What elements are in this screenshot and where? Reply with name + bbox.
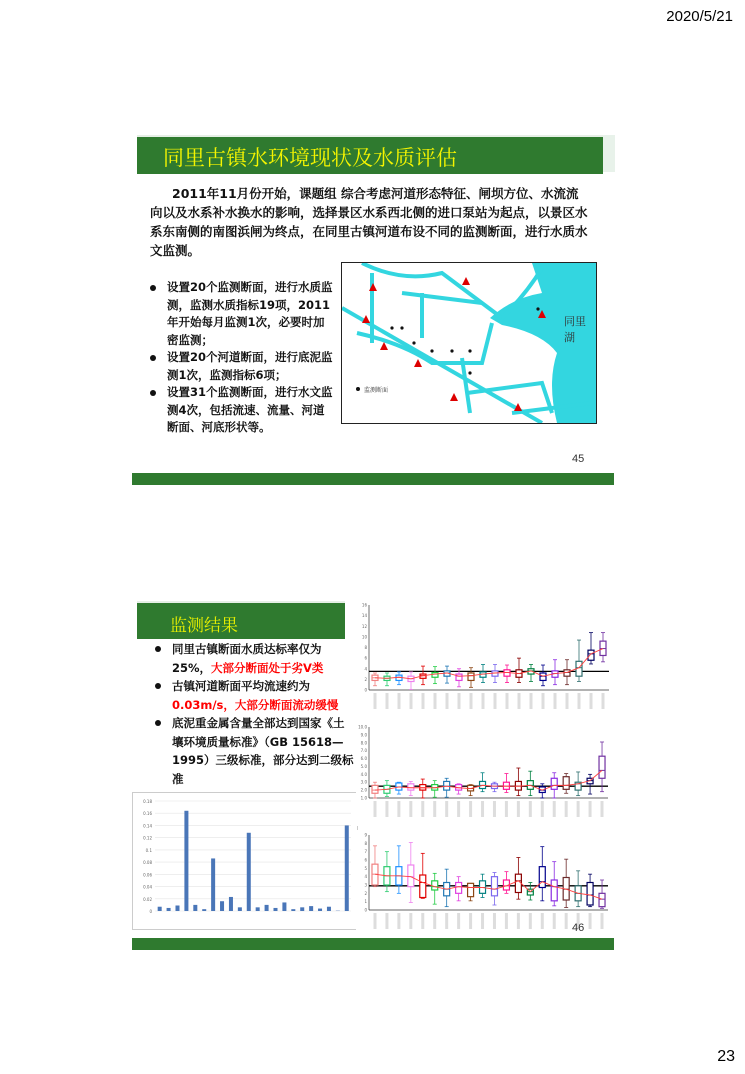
box xyxy=(599,893,605,906)
y-tick-label: 0 xyxy=(364,687,367,693)
bar xyxy=(291,909,295,911)
y-tick-label: 1 xyxy=(364,899,367,905)
y-tick-label: 0.1 xyxy=(145,847,152,853)
y-tick-label: 0 xyxy=(364,907,367,913)
station-label xyxy=(553,913,556,929)
station-label xyxy=(577,801,580,817)
y-tick-label: 8 xyxy=(364,645,367,650)
station-label xyxy=(422,693,425,709)
slide2-number: 46 xyxy=(572,922,585,934)
y-tick-label: 0 xyxy=(149,909,152,914)
bar xyxy=(211,858,215,911)
station-label xyxy=(386,693,389,709)
y-tick-label: 5 xyxy=(364,865,367,871)
y-tick-label: 9.0 xyxy=(360,732,367,738)
bullet-item: 底泥重金属含量全部达到国家《土壤环境质量标准》（GB 15618—1995）三级标准，部分达到二级标准 xyxy=(155,714,355,788)
y-tick-label: 8.0 xyxy=(360,740,367,746)
slide1-title: 同里古镇水环境现状及水质评估 xyxy=(163,146,457,170)
y-tick-label: 3 xyxy=(364,882,367,888)
y-tick-label: 9 xyxy=(364,832,367,838)
bar xyxy=(247,833,251,911)
station-label xyxy=(494,693,497,709)
slide1-logo-image xyxy=(603,135,615,172)
station-label xyxy=(517,913,520,929)
station-label xyxy=(530,693,533,709)
station-label xyxy=(493,801,496,817)
slide2-title: 监测结果 xyxy=(170,616,238,636)
lake-label: 同里湖 xyxy=(564,316,586,344)
station-label xyxy=(602,693,605,709)
y-tick-label: 2 xyxy=(364,676,367,682)
monitoring-map xyxy=(341,262,597,424)
station-label xyxy=(398,693,401,709)
legend-dot xyxy=(356,387,360,391)
station-label xyxy=(446,693,449,709)
station-label xyxy=(565,913,568,929)
bar xyxy=(273,908,277,911)
y-tick-label: 10 xyxy=(361,634,367,640)
station-label xyxy=(385,913,388,929)
bullet-item: 设置20个河道断面，进行底泥监测1次，监测指标6项； xyxy=(150,349,335,384)
bar xyxy=(158,907,162,911)
box xyxy=(372,785,378,793)
station-label xyxy=(481,801,484,817)
box xyxy=(432,672,438,677)
bullet-item: 设置31个监测断面，进行水文监测4次，包括流速、流量、河道断面、河底形状等。 xyxy=(150,384,335,437)
station-label xyxy=(410,693,413,709)
station-label xyxy=(517,801,520,817)
bar xyxy=(327,907,331,911)
slide1-footer-bar xyxy=(132,473,614,485)
y-tick-label: 6 xyxy=(364,655,367,661)
box xyxy=(540,673,546,680)
box xyxy=(432,881,438,890)
station-label xyxy=(385,801,388,817)
station-label xyxy=(578,693,581,709)
y-tick-label: 6.0 xyxy=(360,756,367,762)
y-tick-label: 0.08 xyxy=(143,860,152,866)
station-label xyxy=(481,913,484,929)
bar xyxy=(282,902,286,911)
map-legend: 监测断面 xyxy=(364,387,389,394)
bar xyxy=(220,901,224,911)
station-label xyxy=(542,693,545,709)
y-tick-label: 0.04 xyxy=(143,884,152,890)
station-label xyxy=(505,913,508,929)
station-label xyxy=(445,913,448,929)
y-tick-label: 4 xyxy=(364,874,367,880)
bar xyxy=(345,825,349,911)
box xyxy=(408,865,414,887)
station-label xyxy=(589,801,592,817)
bar xyxy=(265,905,269,911)
bar xyxy=(229,897,233,911)
box xyxy=(456,883,462,894)
y-tick-label: 0.18 xyxy=(143,799,152,804)
station-label xyxy=(434,693,437,709)
station-label xyxy=(590,693,593,709)
y-tick-label: 10.0 xyxy=(358,724,367,730)
bar xyxy=(202,909,206,911)
slide2-footer-bar xyxy=(132,938,614,950)
box xyxy=(420,875,426,898)
box-plot-chart-2 xyxy=(356,722,614,826)
station-label xyxy=(554,693,557,709)
box xyxy=(468,673,474,680)
station-label xyxy=(469,913,472,929)
bullet-item: 同里古镇断面水质达标率仅为25%，大部分断面处于劣Ⅴ类 xyxy=(155,640,355,677)
station-label xyxy=(529,913,532,929)
box xyxy=(456,674,462,680)
slide2-bullet-list xyxy=(155,640,355,788)
bar xyxy=(193,905,197,911)
y-tick-label: 2 xyxy=(364,890,367,896)
station-label xyxy=(518,693,521,709)
station-label xyxy=(373,801,376,817)
bullet-item: 古镇河道断面平均流速约为0.03m/s，大部分断面流动缓慢 xyxy=(155,677,355,714)
y-tick-label: 0.06 xyxy=(143,872,152,878)
station-label xyxy=(458,693,461,709)
station-label xyxy=(506,693,509,709)
station-label xyxy=(457,913,460,929)
bar xyxy=(309,906,313,911)
y-tick-label: 7.0 xyxy=(360,748,367,754)
station-label xyxy=(589,913,592,929)
box xyxy=(551,880,557,901)
station-label xyxy=(566,693,569,709)
station-label xyxy=(421,913,424,929)
box xyxy=(468,883,474,896)
station-label xyxy=(433,913,436,929)
station-label xyxy=(482,693,485,709)
y-tick-label: 3.0 xyxy=(360,779,367,785)
bar xyxy=(256,907,260,911)
station-label xyxy=(409,913,412,929)
station-label xyxy=(433,801,436,817)
river-network xyxy=(342,263,596,423)
station-label xyxy=(373,913,376,929)
station-label xyxy=(470,693,473,709)
page-number: 23 xyxy=(717,1048,735,1065)
y-tick-label: 0.02 xyxy=(143,896,152,902)
bar xyxy=(238,907,242,911)
box xyxy=(539,867,545,888)
y-tick-label: 1.0 xyxy=(360,795,367,801)
y-tick-label: 0.16 xyxy=(143,811,152,817)
box xyxy=(551,778,557,789)
sediment-bar-chart xyxy=(132,792,358,930)
station-label xyxy=(397,801,400,817)
slide1-paragraph: 2011年11月份开始，课题组 综合考虑河道形态特征、闸坝方位、水流流向以及水系补水换水的影响，选择景区水系西北侧的进口泵站为起点，以景区水系东南侧的南图浜闸为终点，在同里古镇河道布设不同的监测断面，进行水质水文监测。 xyxy=(150,186,588,258)
box xyxy=(408,784,414,790)
station-label xyxy=(601,801,604,817)
y-tick-label: 12 xyxy=(361,623,367,629)
y-tick-label: 4 xyxy=(364,666,367,672)
y-tick-label: 7 xyxy=(364,849,367,855)
slide2-title-bar xyxy=(137,601,345,639)
y-tick-label: 0.14 xyxy=(143,823,152,829)
station-label xyxy=(601,913,604,929)
y-tick-label: 8 xyxy=(364,840,367,846)
bar xyxy=(300,907,304,911)
station-label xyxy=(529,801,532,817)
station-label xyxy=(374,693,377,709)
box xyxy=(588,650,594,660)
y-tick-label: 2.0 xyxy=(360,787,367,793)
station-label xyxy=(553,801,556,817)
y-tick-label: 6 xyxy=(364,857,367,863)
bar xyxy=(318,909,322,911)
print-date: 2020/5/21 xyxy=(666,8,733,25)
y-tick-label: 14 xyxy=(361,613,367,619)
slide1-bullet-list xyxy=(150,279,335,437)
station-label xyxy=(541,801,544,817)
station-label xyxy=(493,913,496,929)
station-label xyxy=(421,801,424,817)
y-tick-label: 0.12 xyxy=(143,835,152,841)
bullet-item: 设置20个监测断面，进行水质监测，监测水质指标19项，2011年开始每月监测1次，必要时加密监测； xyxy=(150,279,335,349)
station-label xyxy=(541,913,544,929)
station-label xyxy=(469,801,472,817)
box xyxy=(491,877,497,896)
y-tick-label: 5.0 xyxy=(360,763,367,769)
box-plot-chart-1 xyxy=(345,600,615,718)
y-tick-label: 4.0 xyxy=(360,771,367,777)
station-label xyxy=(409,801,412,817)
box xyxy=(563,777,569,790)
station-label xyxy=(397,913,400,929)
y-tick-label: 16 xyxy=(361,602,367,608)
slide1-title-bar xyxy=(137,135,603,174)
box xyxy=(599,756,605,778)
station-label xyxy=(565,801,568,817)
bar xyxy=(184,811,188,911)
slide1-number: 45 xyxy=(572,453,585,465)
station-label xyxy=(445,801,448,817)
station-label xyxy=(457,801,460,817)
box xyxy=(587,883,593,906)
bar xyxy=(175,906,179,912)
bar xyxy=(167,908,171,911)
station-label xyxy=(505,801,508,817)
